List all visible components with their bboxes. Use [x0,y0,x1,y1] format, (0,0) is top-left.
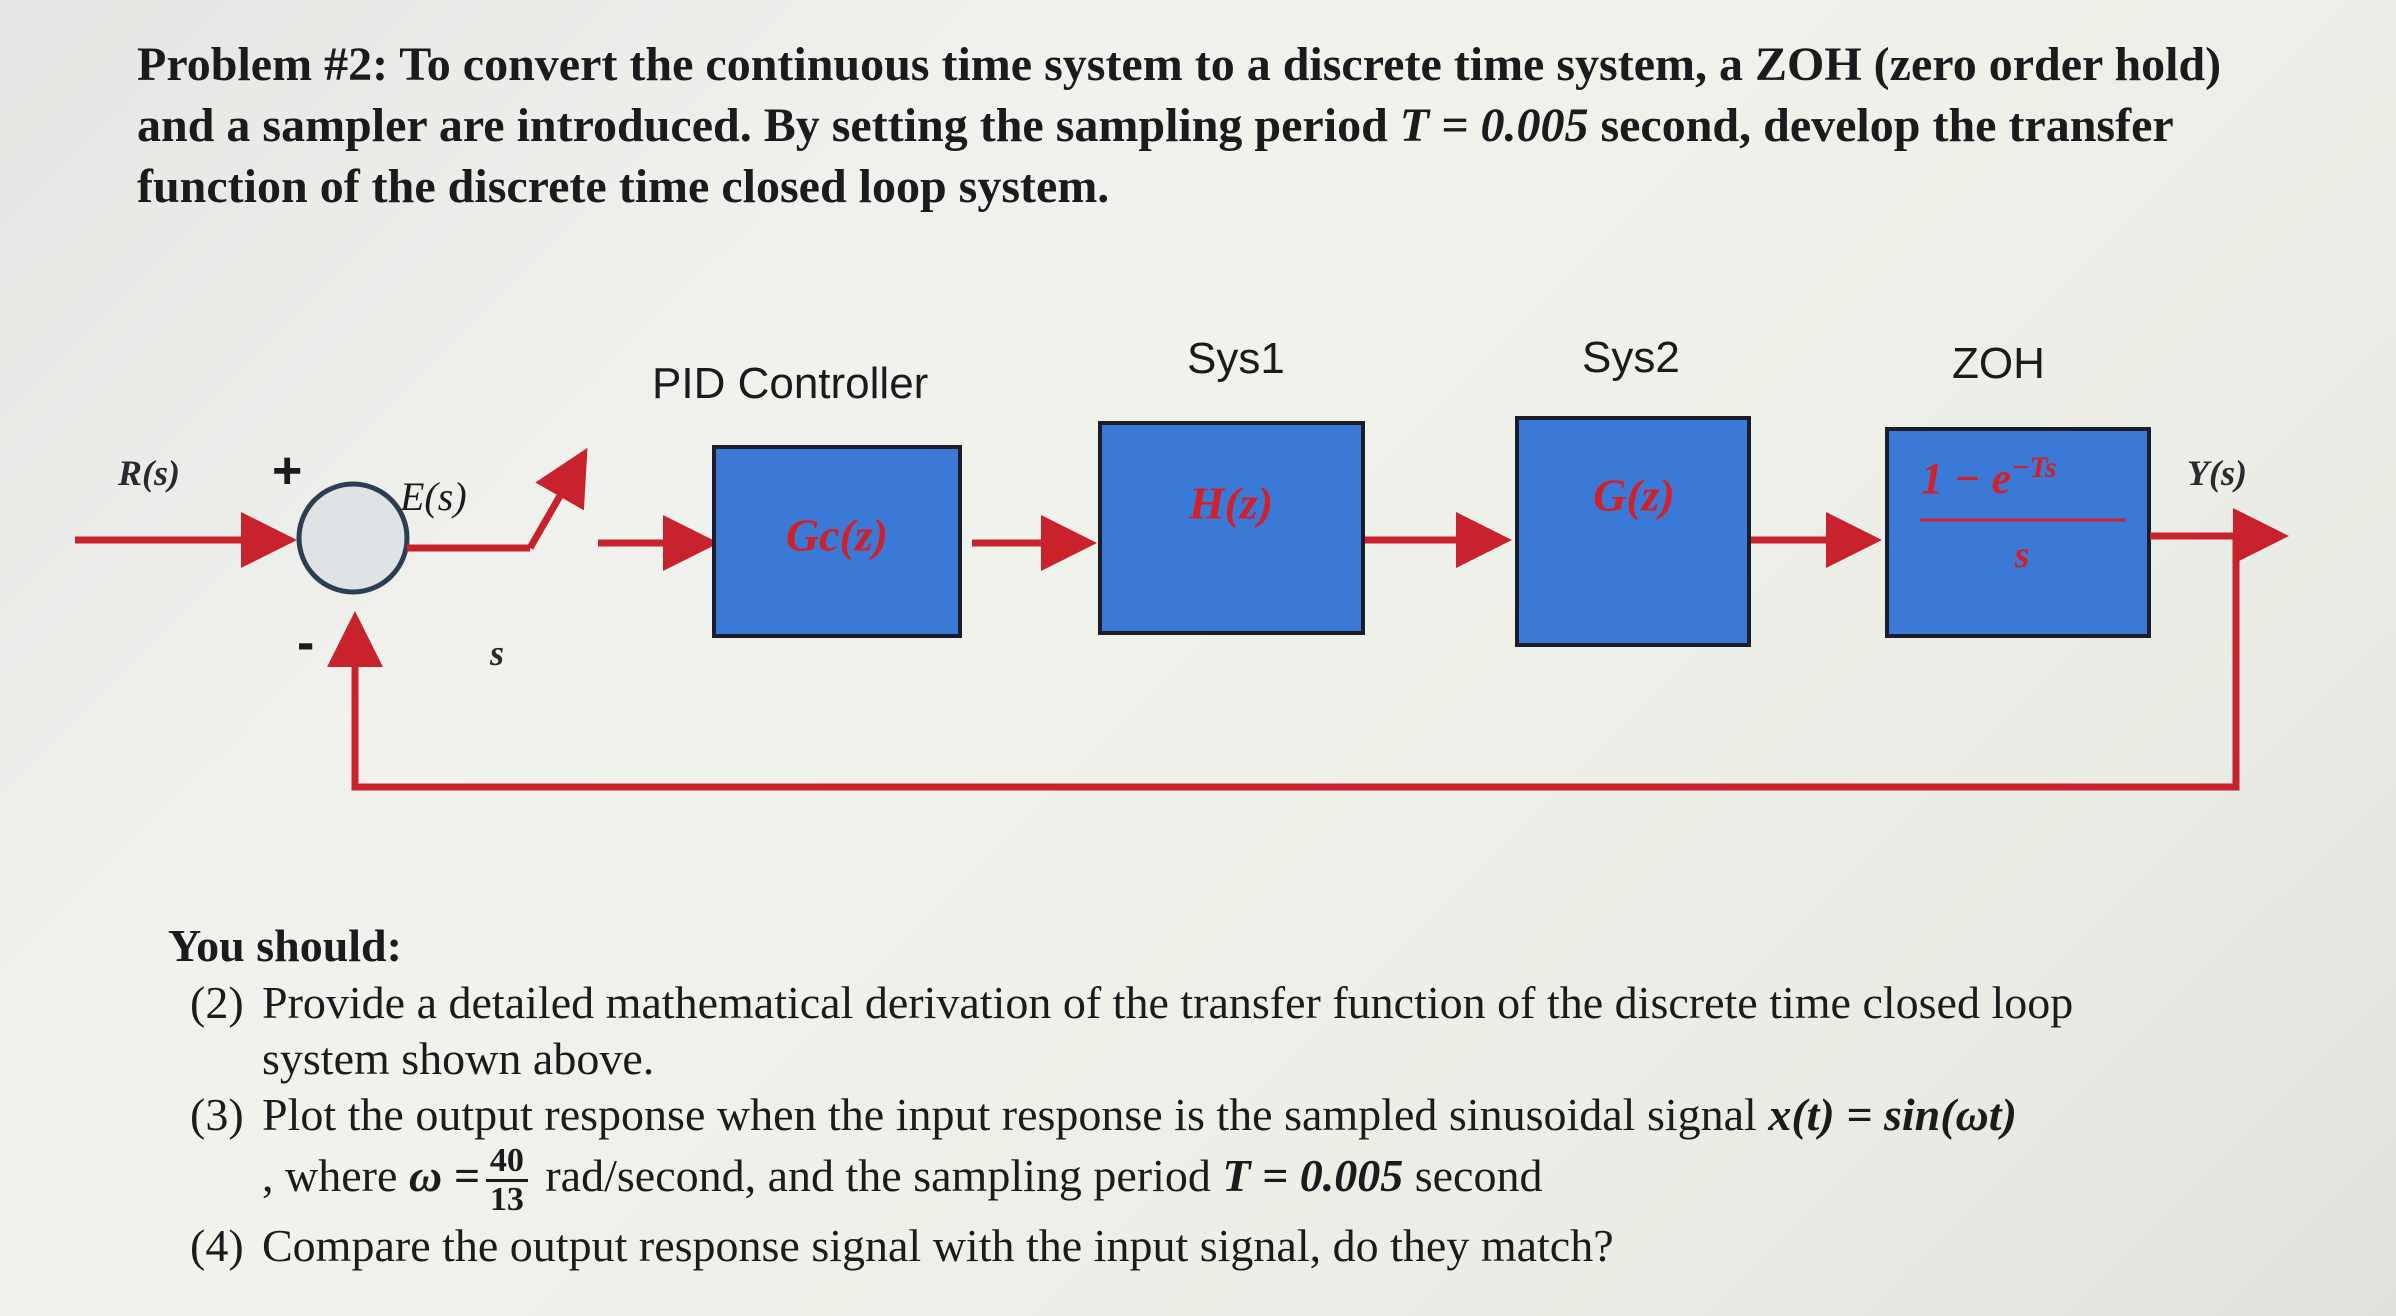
question-3 [190,1087,2200,1218]
question-number: (3) [190,1089,244,1140]
sys2-block [1517,418,1749,645]
problem-sampling-period: T = 0.005 [1399,99,1589,152]
pid-block-expr: Gc(z) [785,509,889,561]
sys1-block-title: Sys1 [1187,334,1285,383]
input-label: R(s) [118,453,180,493]
omega-expression: ω = [408,1150,480,1202]
sys2-block-expr: G(z) [1593,469,1675,521]
question-text-b: rad/second, and the sampling period [533,1150,1223,1202]
zoh-denominator: s [2014,534,2030,576]
plus-sign: + [272,442,303,500]
question-text: Compare the output response signal with the input signal, do they match? [262,1220,1614,1271]
question-text-a: Plot the output response when the input response is the sampled sinusoidal signal [262,1089,1769,1140]
problem-text-b: second, develop the transfer function of the discrete time closed loop system. [137,99,2173,213]
question-number: (4) [190,1220,244,1271]
zoh-numerator-base: 1 − e [1921,454,2012,503]
problem-text-a: To convert the continuous time system to a discrete time system, a ZOH (zero order hold) and a sampler are introduced. By setting the sampling period [137,38,2222,152]
question-4 [190,1218,2200,1274]
sys2-block-title: Sys2 [1582,333,1680,382]
output-label: Y(s) [2187,453,2247,493]
where-prefix: , where [262,1150,409,1202]
omega-numerator: 40 [486,1143,528,1182]
question-text: Provide a detailed mathematical derivation of the transfer function of the discrete time closed loop system shown above. [262,977,2074,1084]
questions-list [190,975,2200,1274]
error-label: E(s) [400,474,467,519]
sampler-switch [530,454,584,548]
minus-sign: - [297,614,315,672]
signal-expression: x(t) = sin(ωt) [1768,1089,2017,1140]
summing-junction [299,484,407,592]
problem-label: Problem #2: [137,38,389,91]
zoh-numerator-exponent: −Ts [2011,451,2057,484]
question-text-c: second [1403,1150,1543,1202]
sys1-block-expr: H(z) [1188,477,1274,529]
pid-block-title: PID Controller [652,359,929,408]
question-2 [190,975,2200,1087]
question-number: (2) [190,977,244,1028]
questions-heading: You should: [168,920,402,971]
omega-denominator: 13 [489,1181,524,1218]
sampling-period-expression: T = 0.005 [1222,1150,1404,1202]
omega-fraction [486,1143,528,1218]
zoh-block-title: ZOH [1952,339,2045,388]
sampler-label: s [490,633,505,673]
